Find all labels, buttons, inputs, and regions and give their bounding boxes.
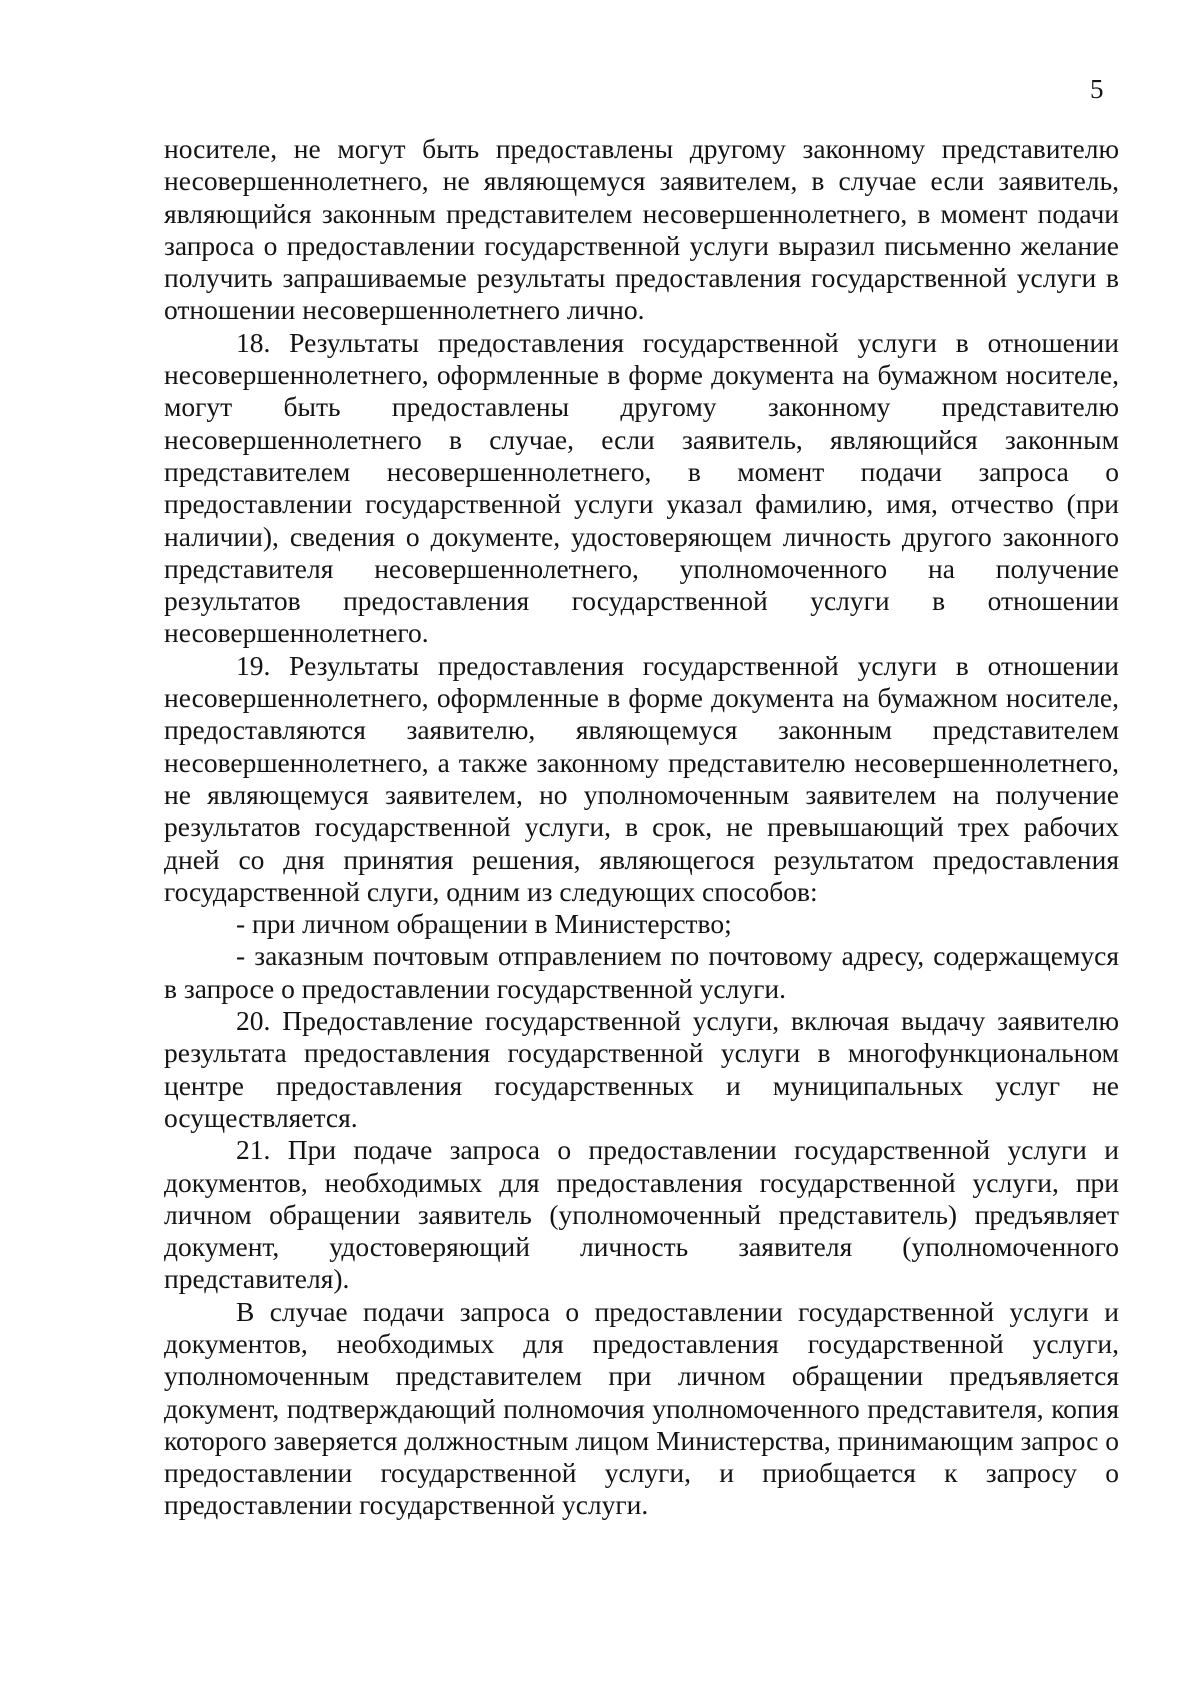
paragraph-20: 20. Предоставление государственной услуги, включая выдачу заявителю результата предоставления государственной услуги в многофункциональном центре предоставления государственных и муниципальных услуг не осуществляется.	[164, 1005, 1119, 1133]
paragraph-continuation: носителе, не могут быть предоставлены другому законному представителю несовершеннолетнего, не являющемуся заявителем, в случае если заявитель, являющийся законным представителем несовершеннолетнего, в момент подачи запроса о предоставлении государственной услуги выразил письменно желание получить запрашиваемые результаты предоставления государственной услуги в отношении несовершеннолетнего лично.	[164, 133, 1119, 326]
paragraph-21: 21. При подаче запроса о предоставлении государственной услуги и документов, необходимых для предоставления государственной услуги, при личном обращении заявитель (уполномоченный представитель) предъявляет документ, удостоверяющий личность заявителя (уполномоченного представителя).	[164, 1134, 1119, 1295]
list-item-in-person: - при личном обращении в Министерство;	[236, 908, 732, 940]
paragraph-21-continuation: В случае подачи запроса о предоставлении государственной услуги и документов, необходимых для предоставления государственной услуги, уполномоченным представителем при личном обращении предъявляется документ, подтверждающий полномочия уполномоченного представителя, копия которого заверяется должностным лицом Министерства, принимающим запрос о предоставлении государственной услуги, и приобщается к запросу о предоставлении государственной услуги.	[164, 1295, 1119, 1521]
page-number: 5	[1090, 74, 1104, 104]
paragraph-18: 18. Результаты предоставления государственной услуги в отношении несовершеннолетнего, оформленные в форме документа на бумажном носителе, могут быть предоставлены другому законному представителю несовершеннолетнего в случае, если заявитель, являющийся законным представителем несовершеннолетнего, в момент подачи запроса о предоставлении государственной услуги указал фамилию, имя, отчество (при наличии), сведения о документе, удостоверяющем личность другого законного представителя несовершеннолетнего, уполномоченного на получение результатов предоставления государственной услуги в отношении несовершеннолетнего.	[164, 326, 1119, 649]
document-body	[164, 133, 1119, 1522]
paragraph-19: 19. Результаты предоставления государственной услуги в отношении несовершеннолетнего, оформленные в форме документа на бумажном носителе, предоставляются заявителю, являющемуся законным представителем несовершеннолетнего, а также законному представителю несовершеннолетнего, не являющемуся заявителем, но уполномоченным заявителем на получение результатов государственной услуги, в срок, не превышающий трех рабочих дней со дня принятия решения, являющегося результатом предоставления государственной слуги, одним из следующих способов:	[164, 649, 1119, 907]
list-item-registered-mail: - заказным почтовым отправлением по почтовому адресу, содержащемуся в запросе о предоставлении государственной услуги.	[164, 940, 1119, 1004]
